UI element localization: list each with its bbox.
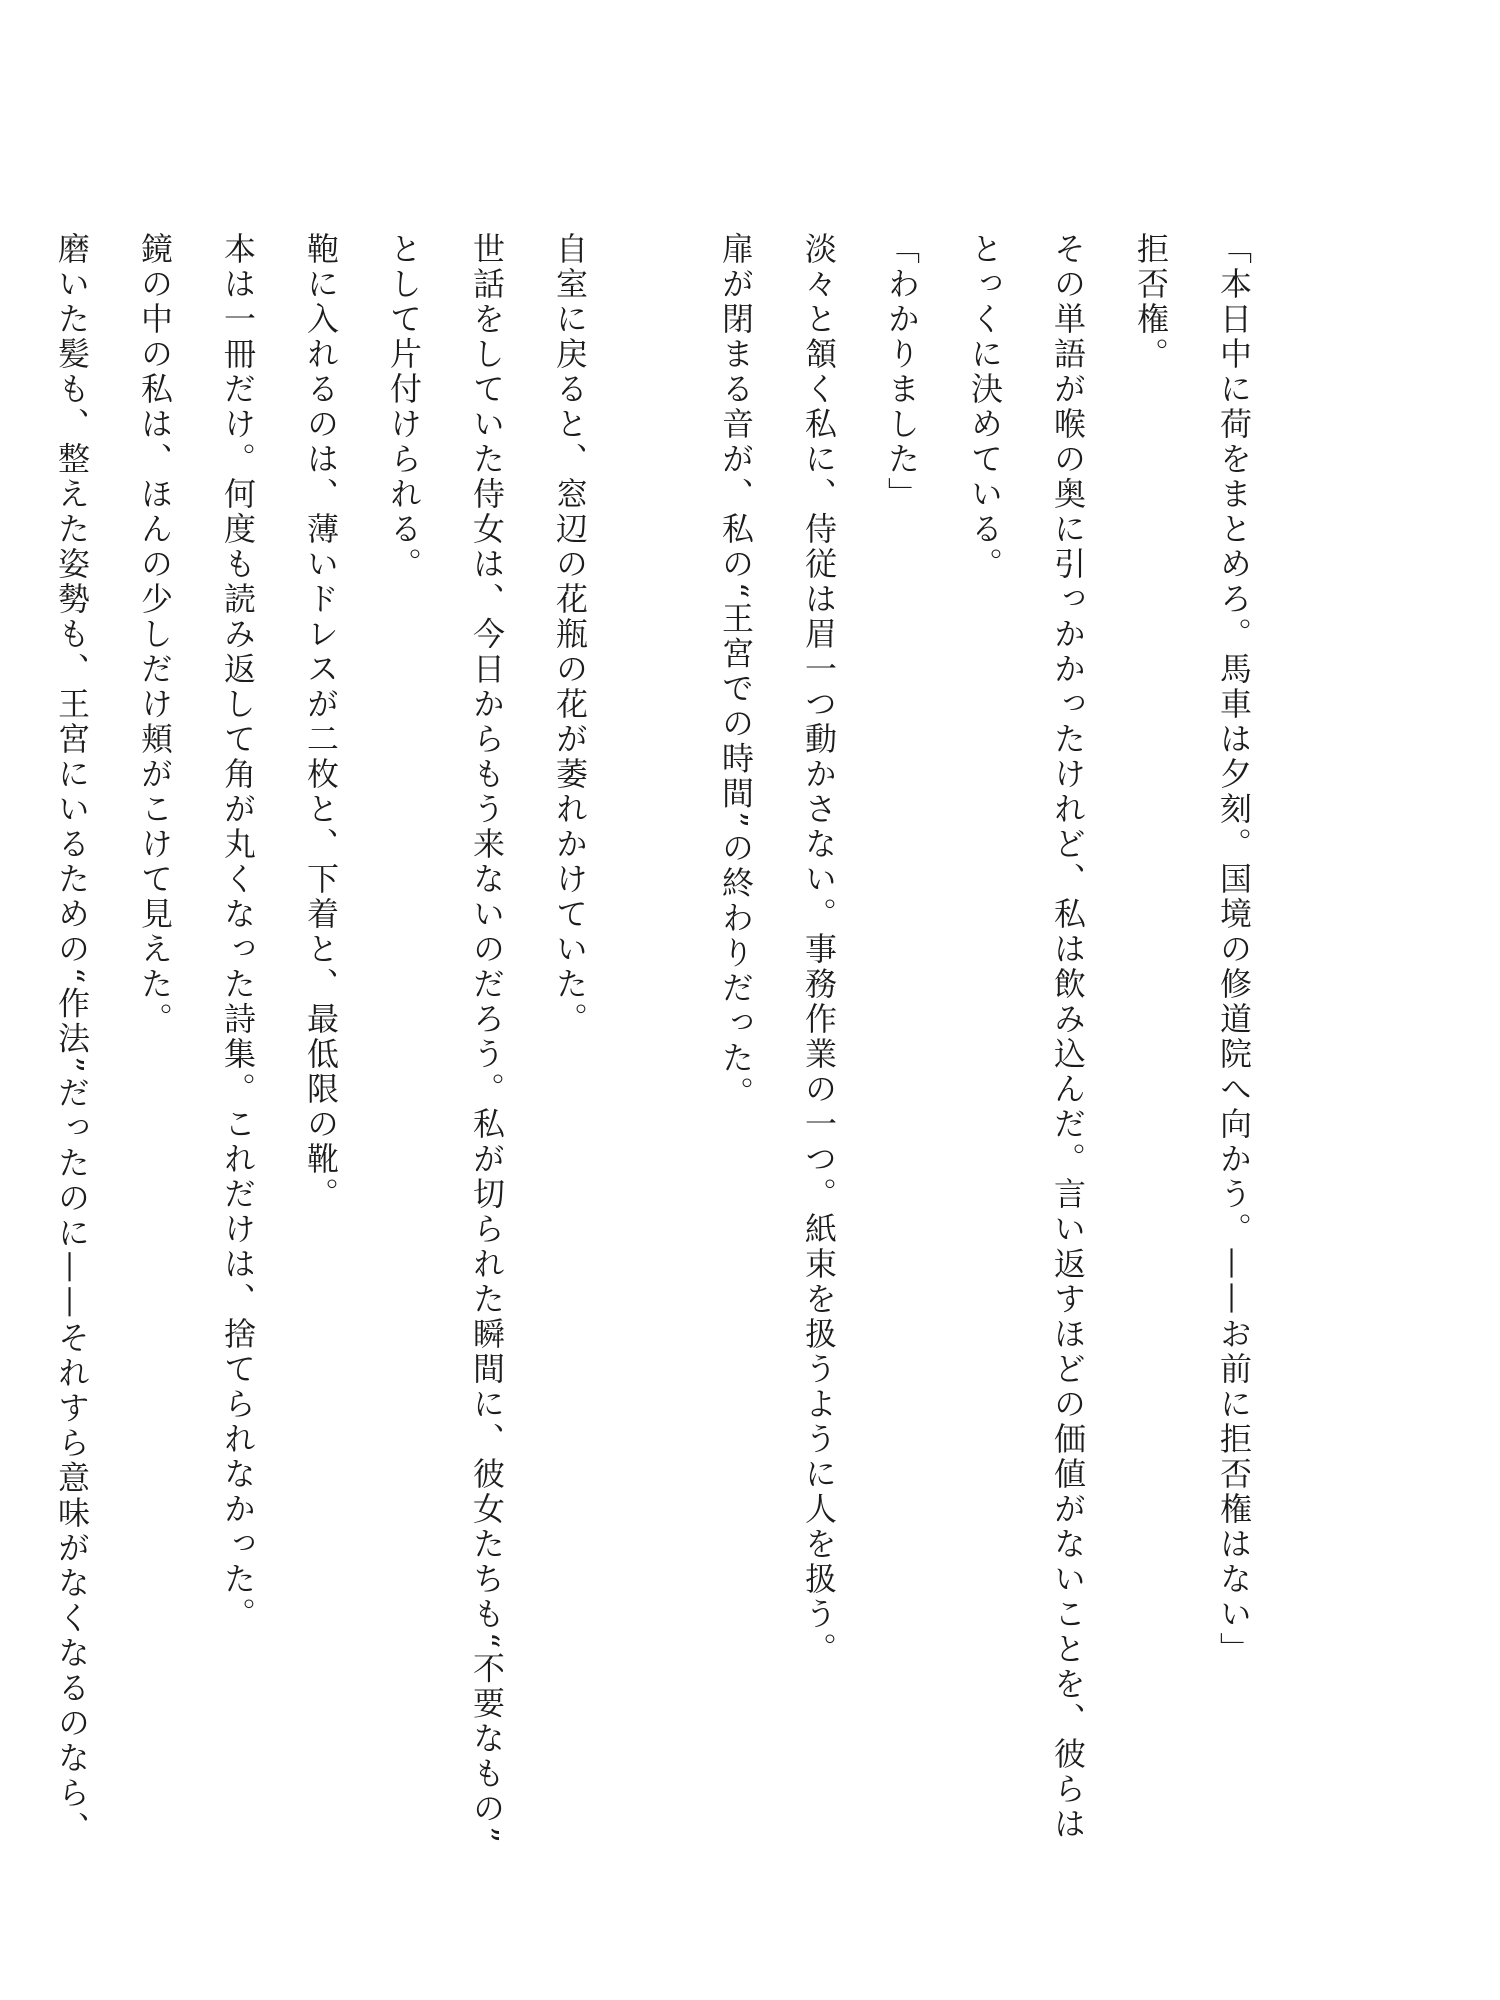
text-line-8: 自室に戻ると、窓辺の花瓶の花が萎れかけていた。 bbox=[551, 232, 589, 1037]
text-line-6: 淡々と頷く私に、侍従は眉一つ動かさない。事務作業の一つ。紙束を扱うように人を扱う。 bbox=[800, 232, 838, 1667]
text-line-7: 扉が閉まる音が、私の“王宮での時間”の終わりだった。 bbox=[717, 232, 755, 1111]
text-line-1: 「本日中に荷をまとめろ。馬車は夕刻。国境の修道院へ向かう。——お前に拒否権はない」 bbox=[1215, 232, 1253, 1667]
text-line-3: その単語が喉の奥に引っかかったけれど、私は飲み込んだ。言い返すほどの価値がないことを、彼らは bbox=[1049, 232, 1087, 1842]
text-line-2: 拒否権。 bbox=[1132, 232, 1170, 372]
text-line-5: 「わかりました」 bbox=[883, 232, 921, 512]
text-line-10: として片付けられる。 bbox=[385, 232, 423, 582]
text-line-14: 磨いた髪も、整えた姿勢も、王宮にいるための“作法”だったのに——それすら意味がなくなるのなら、 bbox=[53, 232, 91, 1846]
text-line-13: 鏡の中の私は、ほんの少しだけ頬がこけて見えた。 bbox=[136, 232, 174, 1037]
blank-line bbox=[631, 232, 675, 1852]
text-line-4: とっくに決めている。 bbox=[966, 232, 1004, 582]
text-line-9: 世話をしていた侍女は、今日からもう来ないのだろう。私が切られた瞬間に、彼女たちも“不要なもの” bbox=[468, 232, 506, 1846]
text-line-12: 本は一冊だけ。何度も読み返して角が丸くなった詩集。これだけは、捨てられなかった。 bbox=[219, 232, 257, 1632]
text-line-11: 鞄に入れるのは、薄いドレスが二枚と、下着と、最低限の靴。 bbox=[302, 232, 340, 1212]
